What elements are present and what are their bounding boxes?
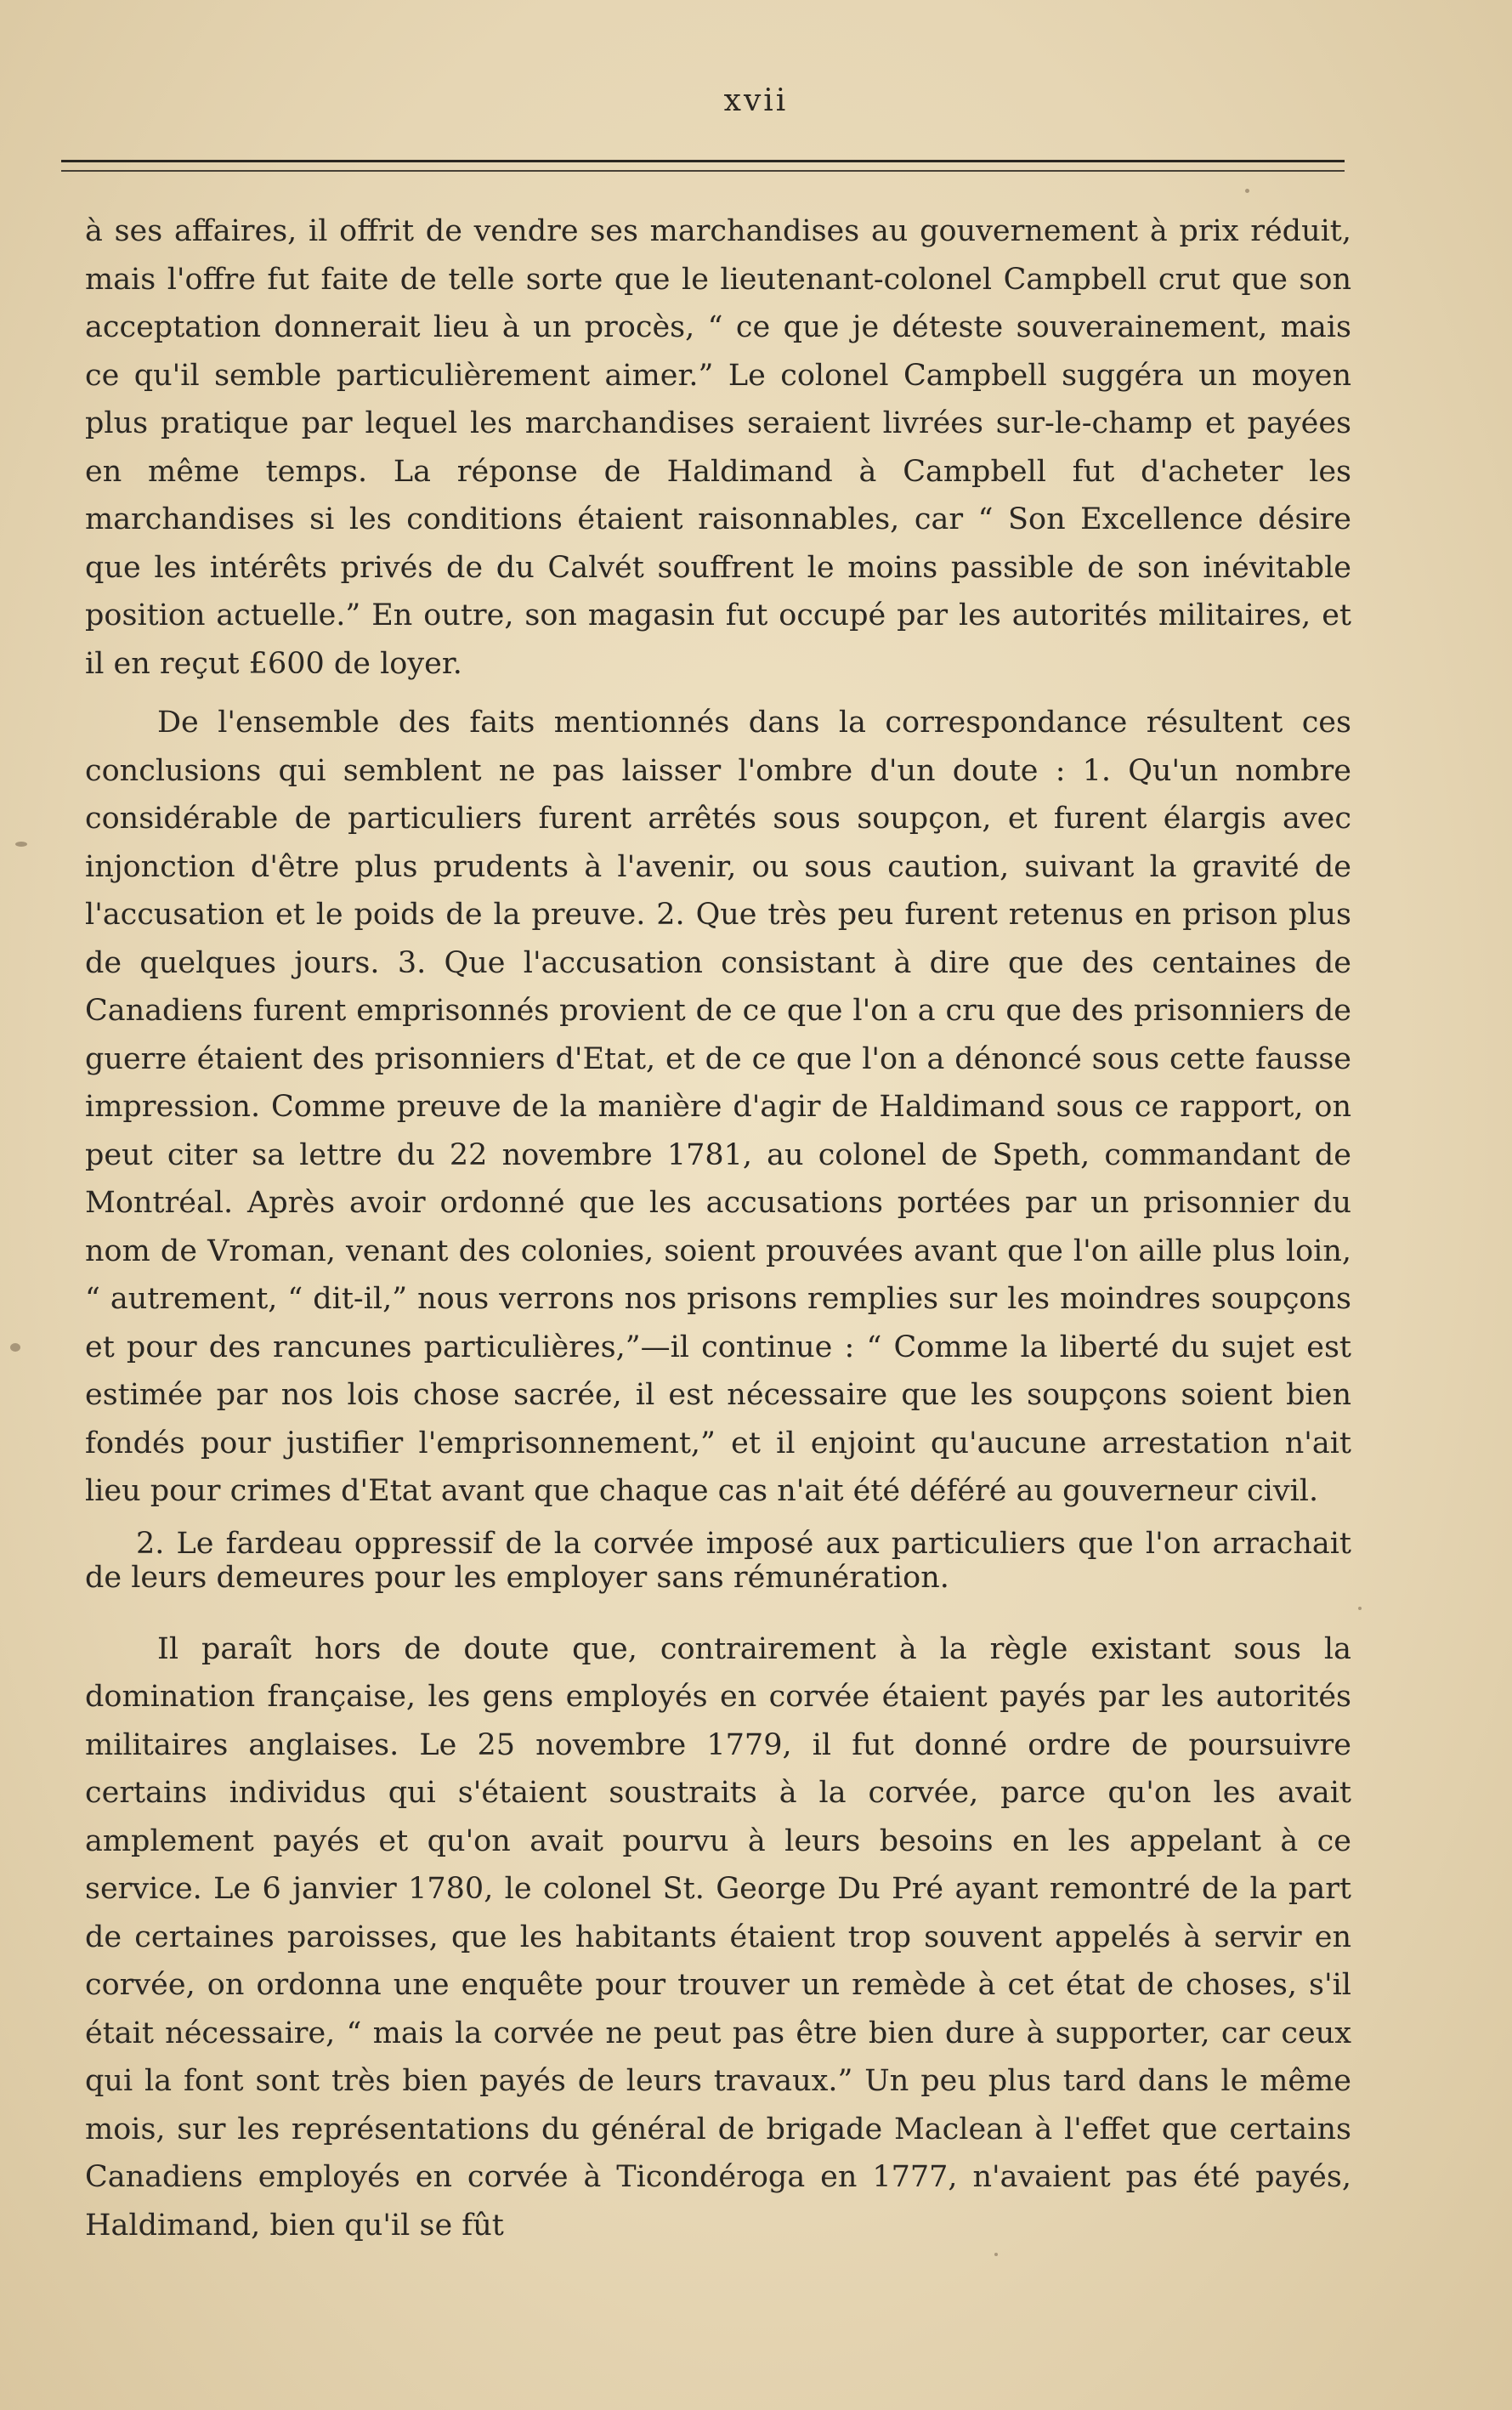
header-rule-top [61,160,1345,162]
paragraph-conclusions: De l'ensemble des faits mentionnés dans la correspondance résultent ces conclusions qui semblent ne pas laisser l'ombre d'un doute : 1. Qu'un nombre considérable de particuliers furent arrêtés sous soupçon, et furent élargis avec injonction d'être plus prudents à l'avenir, ou sous caution, suivant la gravité de l'accusation et le poids de la preuve. 2. Que très peu furent retenus en prison plus de quelques jours. 3. Que l'accusation consistant à dire que des centaines de Canadiens furent emprisonnés provient de ce que l'on a cru que des prisonniers de guerre étaient des prisonniers d'Etat, et de ce que l'on a dénoncé sous cette fausse impression. Comme preuve de la manière d'agir de Haldimand sous ce rapport, on peut citer sa lettre du 22 novembre 1781, au colonel de Speth, commandant de Montréal. Après avoir ordonné que les accusations portées par un prisonnier du nom de Vroman, venant des colonies, soient prouvées avant que l'on aille plus loin, “ autrement, “ dit-il,” nous verrons nos prisons remplies sur les moindres soupçons et pour des rancunes particulières,”—il continue : “ Comme la liberté du sujet est estimée par nos lois chose sacrée, il est nécessaire que les soupçons soient bien fondés pour justifier l'emprisonnement,” et il enjoint qu'aucune arrestation n'ait lieu pour crimes d'Etat avant que chaque cas n'ait été déféré au gouverneur civil. [85,706,1351,1508]
paper-speck [994,2253,998,2256]
section-heading-corvee: 2. Le fardeau oppressif de la corvée imposé aux particuliers que l'on arrachait de leurs demeures pour les employer sans rémunération. [85,1526,1351,1595]
paragraph-continuation: à ses affaires, il offrit de vendre ses marchandises au gouvernement à prix réduit, mais l'offre fut faite de telle sorte que le lieutenant-colonel Campbell crut que son acceptation donnerait lieu à un procès, “ ce que je déteste souverainement, mais ce qu'il semble particulièrement aimer.” Le colonel Campbell suggéra un moyen plus pratique par lequel les marchandises seraient livrées sur-le-champ et payées en même temps. La réponse de Haldimand à Campbell fut d'acheter les marchandises si les conditions étaient raisonnables, car “ Son Excellence désire que les intérêts privés de du Calvét souffrent le moins passible de son inévitable position actuelle.” En outre, son magasin fut occupé par les autorités militaires, et il en reçut £600 de loyer. [85,214,1351,681]
paragraph-corvee: Il paraît hors de doute que, contrairement à la règle existant sous la domination française, les gens employés en corvée étaient payés par les autorités militaires anglaises. Le 25 novembre 1779, il fut donné ordre de poursuivre certains individus qui s'étaient soustraits à la corvée, parce qu'on les avait amplement payés et qu'on avait pourvu à leurs besoins en les appelant à ce service. Le 6 janvier 1780, le colonel St. George Du Pré ayant remontré de la part de certaines paroisses, que les habitants étaient trop souvent appelés à servir en corvée, on ordonna une enquête pour trouver un remède à cet état de choses, s'il était nécessaire, “ mais la corvée ne peut pas être bien dure à supporter, car ceux qui la font sont très bien payés de leurs travaux.” Un peu plus tard dans le même mois, sur les représentations du général de brigade Maclean à l'effet que certains Canadiens employés en corvée à Ticondéroga en 1777, n'avaient pas été payés, Haldimand, bien qu'il se fût [85,1631,1351,2243]
text-body [85,207,1351,2249]
paper-speck [15,842,27,847]
page-number: xvii [723,83,789,118]
header-rule-bottom [61,170,1345,172]
paper-speck [10,1343,20,1352]
paper-speck [1358,1607,1362,1610]
paper-speck [1245,189,1249,193]
